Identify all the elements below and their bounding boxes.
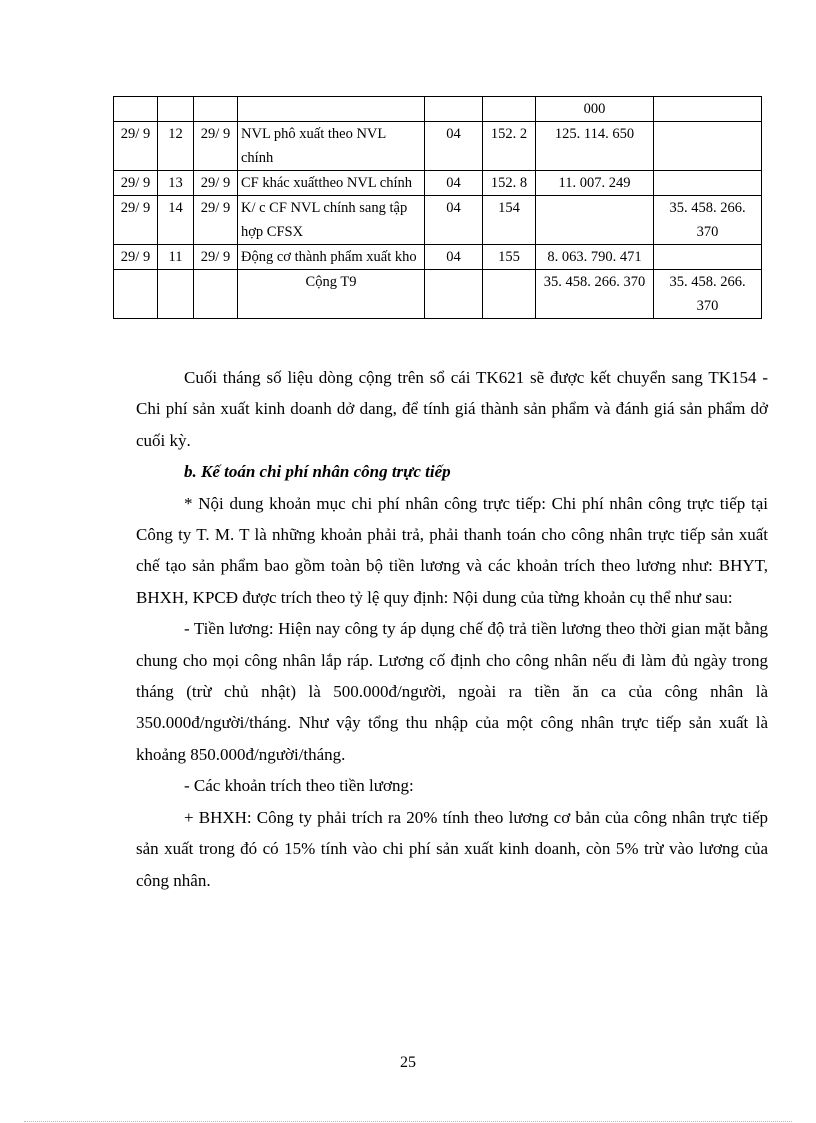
cell-page: 04 [425, 171, 483, 196]
cell-account: 155 [483, 245, 536, 270]
cell-debit: 35. 458. 266. 370 [536, 270, 654, 319]
table-row [114, 171, 762, 196]
cell-debit: 125. 114. 650 [536, 122, 654, 171]
cell-account: 154 [483, 196, 536, 245]
cell-account [483, 270, 536, 319]
cell-doc-date: 29/ 9 [194, 171, 238, 196]
table-row [114, 122, 762, 171]
cell-date: 29/ 9 [114, 245, 158, 270]
cell-page: 04 [425, 196, 483, 245]
cell-credit [654, 171, 762, 196]
ledger-table [113, 96, 762, 319]
cell-credit: 35. 458. 266. 370 [654, 270, 762, 319]
table-row [114, 245, 762, 270]
table-row [114, 196, 762, 245]
cell-doc-date: 29/ 9 [194, 122, 238, 171]
cell-page [425, 97, 483, 122]
cell-debit: 8. 063. 790. 471 [536, 245, 654, 270]
page-bottom-rule [24, 1121, 792, 1122]
cell-desc [238, 97, 425, 122]
cell-no: 12 [158, 122, 194, 171]
cell-no [158, 270, 194, 319]
cell-no: 14 [158, 196, 194, 245]
paragraph-labor-content: * Nội dung khoản mục chi phí nhân công trực tiếp: Chi phí nhân công trực tiếp tại Công ty T. M. T là những khoản phải trả, phải thanh toán cho công nhân trực tiếp sản xuất chế tạo sản phẩm bao gồm toàn bộ tiền lương và các khoản trích theo lương như: BHYT, BHXH, KPCĐ được trích theo tỷ lệ quy định: Nội dung của từng khoản cụ thể như sau: [136, 493, 768, 607]
page-number: 25 [400, 1054, 416, 1071]
cell-credit [654, 122, 762, 171]
cell-debit: 000 [536, 97, 654, 122]
table-total-row [114, 270, 762, 319]
cell-doc-date [194, 270, 238, 319]
cell-desc: CF khác xuấttheo NVL chính [238, 171, 425, 196]
cell-credit: 35. 458. 266. 370 [654, 196, 762, 245]
paragraph-bhxh: + BHXH: Công ty phải trích ra 20% tính theo lương cơ bản của công nhân trực tiếp sản xuất trong đó có 15% tính vào chi phí sản xuất kinh doanh, còn 5% trừ vào lương của công nhân. [136, 807, 768, 890]
cell-doc-date [194, 97, 238, 122]
cell-page [425, 270, 483, 319]
cell-account: 152. 8 [483, 171, 536, 196]
paragraph-deductions: - Các khoản trích theo tiền lương: [184, 776, 414, 796]
ledger-body [114, 97, 762, 319]
cell-no [158, 97, 194, 122]
cell-no: 11 [158, 245, 194, 270]
section-heading: b. Kế toán chi phí nhân công trực tiếp [184, 462, 451, 482]
cell-doc-date: 29/ 9 [194, 196, 238, 245]
cell-page: 04 [425, 245, 483, 270]
cell-page: 04 [425, 122, 483, 171]
document-body [136, 362, 768, 896]
cell-date: 29/ 9 [114, 171, 158, 196]
cell-credit [654, 245, 762, 270]
paragraph-salary: - Tiền lương: Hiện nay công ty áp dụng chế độ trả tiền lương theo thời gian mặt bằng chung cho mọi công nhân lắp ráp. Lương cố định cho công nhân nếu đi làm đủ ngày trong tháng (trừ chủ nhật) là 500.000đ/người, ngoài ra tiền ăn ca của công nhân là 350.000đ/người/tháng. Như vậy tổng thu nhập của một công nhân trực tiếp sản xuất là khoảng 850.000đ/người/tháng. [136, 619, 768, 764]
cell-date: 29/ 9 [114, 122, 158, 171]
paragraph-transfer: Cuối tháng số liệu dòng cộng trên sổ cái TK621 sẽ được kết chuyển sang TK154 - Chi phí sản xuất kinh doanh dở dang, để tính giá thành sản phẩm và đánh giá sản phẩm dở cuối kỳ. [136, 368, 768, 450]
cell-date [114, 270, 158, 319]
cell-desc: Động cơ thành phẩm xuất kho [238, 245, 425, 270]
table-row [114, 97, 762, 122]
cell-doc-date: 29/ 9 [194, 245, 238, 270]
cell-date [114, 97, 158, 122]
cell-desc: Cộng T9 [238, 270, 425, 319]
cell-credit [654, 97, 762, 122]
cell-account [483, 97, 536, 122]
cell-debit [536, 196, 654, 245]
cell-no: 13 [158, 171, 194, 196]
cell-desc: K/ c CF NVL chính sang tập hợp CFSX [238, 196, 425, 245]
cell-date: 29/ 9 [114, 196, 158, 245]
cell-account: 152. 2 [483, 122, 536, 171]
cell-debit: 11. 007. 249 [536, 171, 654, 196]
cell-desc: NVL phô xuất theo NVL chính [238, 122, 425, 171]
